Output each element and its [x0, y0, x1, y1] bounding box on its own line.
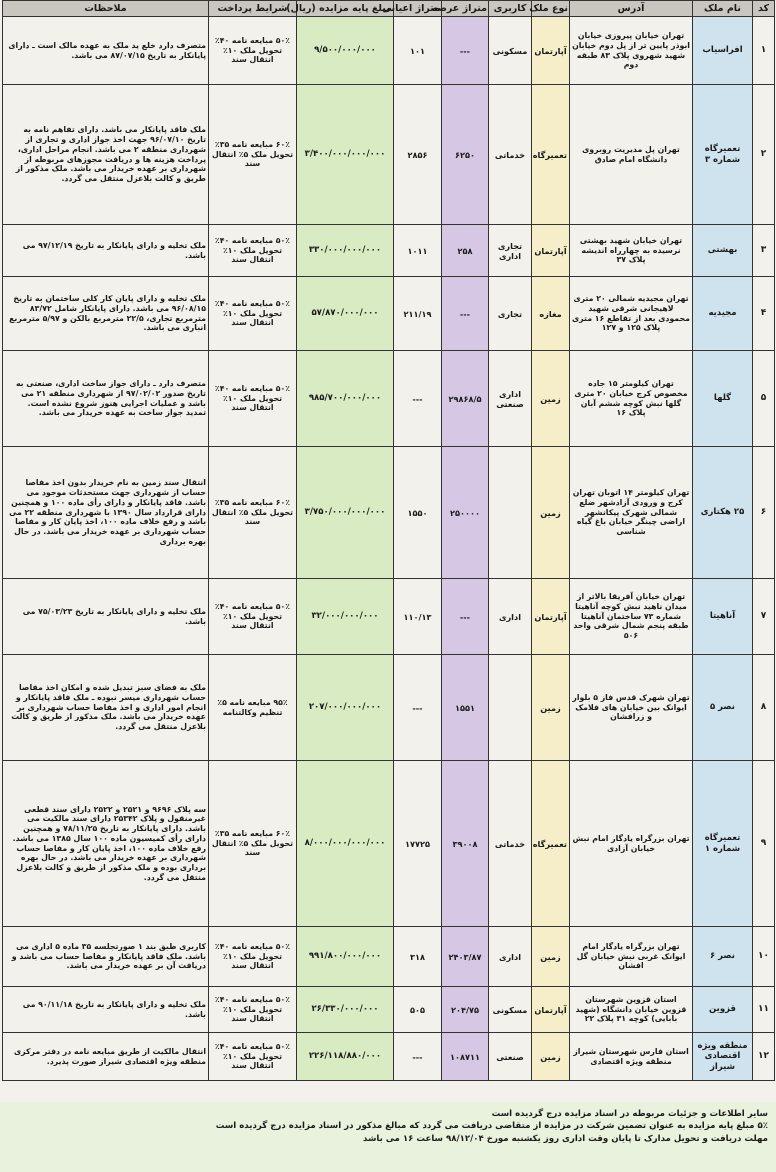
cell-owner: نصر ۵ [693, 655, 753, 761]
cell-land-area: ۲۹۸۶۸/۵ [442, 351, 489, 447]
cell-address: استان فارس شهرستان شیراز منطقه ویژه اقتصادی [570, 1033, 693, 1081]
header-notes: ملاحظات [3, 1, 209, 17]
table-row [3, 351, 775, 447]
cell-code: ۱ [753, 17, 775, 85]
table-row [3, 277, 775, 351]
cell-building-area: ۳۱۸ [394, 927, 442, 987]
cell-notes: انتقال مالکیت از طریق مبایعه نامه در دفتر مرکزی منطقه ویژه اقتصادی شیراز صورت پذیرد. [3, 1033, 209, 1081]
cell-base-price: ۵۷/۸۷۰/۰۰۰/۰۰۰ [297, 277, 394, 351]
cell-owner: تعمیرگاه شماره ۱ [693, 761, 753, 927]
cell-owner: ۲۵ هکتاری [693, 447, 753, 579]
cell-property-type: زمین [532, 447, 570, 579]
cell-building-area: ۱۵۵۰ [394, 447, 442, 579]
cell-usage: اداری صنعتی [489, 351, 532, 447]
footer-line-3: مهلت دریافت و تحویل مدارک تا پایان وقت اداری روز یکشنبه مورخ ۹۸/۱۲/۰۴ ساعت ۱۶ می باشد [363, 1133, 768, 1144]
cell-address: تهران خیابان پیروزی خیابان ابوذر پایین تر از پل دوم خیابان شهید شهروی پلاک ۸۳ طبقه دوم [570, 17, 693, 85]
cell-building-area: --- [394, 655, 442, 761]
cell-base-price: ۲۲۶/۱۱۸/۸۸۰/۰۰۰ [297, 1033, 394, 1081]
cell-base-price: ۳۲/۰۰۰/۰۰۰/۰۰۰ [297, 579, 394, 655]
cell-base-price: ۸/۰۰۰/۰۰۰/۰۰۰/۰۰۰ [297, 761, 394, 927]
cell-owner: آناهیتا [693, 579, 753, 655]
cell-land-area: --- [442, 277, 489, 351]
cell-base-price: ۲۰۷/۰۰۰/۰۰۰/۰۰۰ [297, 655, 394, 761]
header-address: آدرس [570, 1, 693, 17]
cell-base-price: ۹۹۱/۸۰۰/۰۰۰/۰۰۰ [297, 927, 394, 987]
cell-code: ۱۱ [753, 987, 775, 1033]
footer-line-1: سایر اطلاعات و جزئیات مربوطه در اسناد مزایده درج گردیده است [491, 1109, 768, 1119]
auction-properties-table [2, 0, 775, 1081]
cell-code: ۹ [753, 761, 775, 927]
cell-payment-terms: ۵۰٪ مبایعه نامه ۴۰٪ تحویل ملک ۱۰٪ انتقال سند [209, 987, 297, 1033]
cell-usage: خدماتی [489, 761, 532, 927]
table-row [3, 579, 775, 655]
cell-owner: منطقه ویژه اقتصادی شیراز [693, 1033, 753, 1081]
cell-building-area: ۱۷۷۲۵ [394, 761, 442, 927]
cell-land-area: ۱۵۵۱ [442, 655, 489, 761]
footer-notes [0, 1102, 776, 1172]
cell-payment-terms: ۵۰٪ مبایعه نامه ۴۰٪ تحویل ملک ۱۰٪ انتقال سند [209, 17, 297, 85]
cell-property-type: زمین [532, 351, 570, 447]
cell-property-type: آپارتمان [532, 225, 570, 277]
cell-address: تهران بزرگراه یادگار امام ایوانک غربی نبش خیابان گل افشان [570, 927, 693, 987]
cell-notes: سه پلاک ۹۶۹۶ و ۲۵۲۱ و ۲۵۲۲ دارای سند قطعی غیرمنقول و پلاک ۲۵۳۴۲ دارای سند مالکیت می باشد. دارای پایانکار به تاریخ ۷۸/۱۱/۲۵ و همچنین دارای رأی کمیسیون ماده ۱۰۰ سال ۱۳۸۵ می باشد. رفع خلاف ماده ۱۰۰، اخذ پایان کار و مفاصا حساب شهرداری بر عهده خریدار می باشد. در حال بهره برداری بوده و ملک مذکور از طریق و کالت بلاعزل منتقل می گردد. [3, 761, 209, 927]
cell-address: تهران خیابان آفریقا بالاتر از میدان ناهید نبش کوچه آناهیتا شماره ۷۳ ساختمان آناهیتا طبقه پنجم شمال شرقی واحد ۵۰۶ [570, 579, 693, 655]
cell-property-type: آپارتمان [532, 17, 570, 85]
table-row [3, 85, 775, 225]
cell-land-area: ۱۰۸۷۱۱ [442, 1033, 489, 1081]
cell-land-area: ۲۴۰۳/۸۷ [442, 927, 489, 987]
header-owner: نام ملک [693, 1, 753, 17]
cell-notes: کاربری طبق بند ۱ صورتجلسه ۳۵ ماده ۵ اداری می باشد. ملک فاقد پایانکار و مفاصا حساب می باشد و دریافت آن بر عهده خریدار می باشد. [3, 927, 209, 987]
cell-notes: ملک تخلیه و دارای پایانکار به تاریخ ۹۰/۱۱/۱۸ می باشد. [3, 987, 209, 1033]
table-row [3, 17, 775, 85]
cell-property-type: زمین [532, 655, 570, 761]
cell-usage: تجاری [489, 277, 532, 351]
cell-payment-terms: ۵۰٪ مبایعه نامه ۴۰٪ تحویل ملک ۱۰٪ انتقال سند [209, 1033, 297, 1081]
cell-payment-terms: ۵۰٪ مبایعه نامه ۴۰٪ تحویل ملک ۱۰٪ انتقال سند [209, 277, 297, 351]
header-code: کد [753, 1, 775, 17]
cell-address: تهران کیلومتر ۱۵ جاده مخصوص کرج خیابان ۲۰ متری گلها نبش کوچه ششم آبان پلاک ۱۶ [570, 351, 693, 447]
cell-base-price: ۳۳۰/۰۰۰/۰۰۰/۰۰۰ [297, 225, 394, 277]
cell-land-area: --- [442, 17, 489, 85]
cell-owner: مجیدیه [693, 277, 753, 351]
cell-property-type: تعمیرگاه [532, 85, 570, 225]
cell-building-area: ۲۸۵۶ [394, 85, 442, 225]
header-usage: کاربری [489, 1, 532, 17]
cell-land-area: ۳۹۰۰۸ [442, 761, 489, 927]
table-row [3, 761, 775, 927]
cell-owner: بهشتی [693, 225, 753, 277]
cell-code: ۶ [753, 447, 775, 579]
cell-building-area: ۱۱۰/۱۳ [394, 579, 442, 655]
cell-usage: خدماتی [489, 85, 532, 225]
cell-land-area: ۶۲۵۰ [442, 85, 489, 225]
cell-notes: ملک به فضای سبز تبدیل شده و امکان اخذ مفاصا حساب شهرداری میسر نبوده ـ ملک فاقد پایانکار و انجام امور اداری و اخذ مفاصا حساب شهرداری بر عهده خریدار می باشد. ملک مذکور از طریق و کالت بلاعزل منتقل می گردد. [3, 655, 209, 761]
cell-code: ۱۰ [753, 927, 775, 987]
cell-address: تهران کیلومتر ۱۴ اتوبان تهران کرج و ورودی آزادشهر ضلع شمالی شهرک پیکانشهر اراضی چینگر خیابان باغ گیاه شناسی [570, 447, 693, 579]
cell-address: تهران بزرگراه یادگار امام نبش خیابان آزادی [570, 761, 693, 927]
cell-land-area: ۲۰۴/۷۵ [442, 987, 489, 1033]
cell-usage: مسکونی [489, 987, 532, 1033]
cell-code: ۷ [753, 579, 775, 655]
table-row [3, 447, 775, 579]
header-base-price: مبلغ پایه مزایده (ریال) [297, 1, 394, 17]
cell-payment-terms: ۵۰٪ مبایعه نامه ۴۰٪ تحویل ملک ۱۰٪ انتقال سند [209, 225, 297, 277]
cell-usage: اداری [489, 579, 532, 655]
cell-usage: اداری [489, 927, 532, 987]
cell-address: تهران پل مدیریت روبروی دانشگاه امام صادق [570, 85, 693, 225]
cell-property-type: زمین [532, 927, 570, 987]
cell-address: تهران شهرک قدس فاز ۵ بلوار ایوانک بین خیابان های فلامک و زرافشان [570, 655, 693, 761]
cell-land-area: ۲۵۸ [442, 225, 489, 277]
cell-land-area: --- [442, 579, 489, 655]
cell-payment-terms: ۹۵٪ مبایعه نامه ۵٪ تنظیم وکالتنامه [209, 655, 297, 761]
cell-usage [489, 655, 532, 761]
cell-property-type: آپارتمان [532, 579, 570, 655]
cell-code: ۳ [753, 225, 775, 277]
cell-payment-terms: ۵۰٪ مبایعه نامه ۴۰٪ تحویل ملک ۱۰٪ انتقال سند [209, 351, 297, 447]
cell-payment-terms: ۵۰٪ مبایعه نامه ۴۰٪ تحویل ملک ۱۰٪ انتقال سند [209, 927, 297, 987]
cell-notes: ملک تخلیه و دارای پایان کار کلی ساختمان به تاریخ ۹۶/۰۸/۱۵ می باشد. دارای پایانکار شامل ۸۳/۷۲ مترمربع تجاری، ۲۲/۵ مترمربع بالکن و ۵/۹۷ مترمربع انباری می باشد. [3, 277, 209, 351]
cell-land-area: ۲۵۰۰۰۰ [442, 447, 489, 579]
cell-owner: افراسیاب [693, 17, 753, 85]
cell-base-price: ۲۶/۳۳۰/۰۰۰/۰۰۰ [297, 987, 394, 1033]
cell-property-type: زمین [532, 1033, 570, 1081]
cell-owner: نصر ۶ [693, 927, 753, 987]
cell-property-type: آپارتمان [532, 987, 570, 1033]
header-property-type: نوع ملک [532, 1, 570, 17]
cell-property-type: تعمیرگاه [532, 761, 570, 927]
cell-building-area: ۱۰۱۱ [394, 225, 442, 277]
cell-address: تهران مجیدیه شمالی ۲۰ متری لاهیجانی شرقی شهید محمودی بعد از تقاطع ۱۶ متری پلاک ۱۲۵ و ۱۲۷ [570, 277, 693, 351]
cell-address: تهران خیابان شهید بهشتی نرسیده به چهارراه اندیشه پلاک ۳۷ [570, 225, 693, 277]
cell-base-price: ۹۸۵/۷۰۰/۰۰۰/۰۰۰ [297, 351, 394, 447]
cell-code: ۱۲ [753, 1033, 775, 1081]
cell-code: ۵ [753, 351, 775, 447]
cell-notes: ملک تخلیه و دارای پایانکار به تاریخ ۷۵/۰۳/۲۳ می باشد. [3, 579, 209, 655]
cell-base-price: ۳/۴۰۰/۰۰۰/۰۰۰/۰۰۰ [297, 85, 394, 225]
cell-usage: صنعتی [489, 1033, 532, 1081]
table-row [3, 1033, 775, 1081]
table-row [3, 927, 775, 987]
cell-usage [489, 447, 532, 579]
table-row [3, 987, 775, 1033]
cell-notes: انتقال سند زمین به نام خریدار بدون اخذ مفاصا حساب از شهرداری جهت مستحدثات موجود می باشد. فاقد پایانکار و دارای رأی ماده ۱۰۰ و همچنین دارای قرارداد سال ۱۳۹۰ با شهرداری منطقه ۲۲ می باشد و رفع خلاف ماده ۱۰۰، اخذ پایان کار و مفاصا حساب شهرداری بر عهده خریدار می باشد. در حال بهره برداری [3, 447, 209, 579]
cell-notes: متصرف دارد ـ دارای جواز ساخت اداری، صنعتی به تاریخ صدور ۹۷/۰۲/۰۲ از شهرداری منطقه ۲۱ می باشد و عملیات اجرایی هنوز شروع نشده است. تمدید جواز ساخت به عهده خریدار می باشد. [3, 351, 209, 447]
cell-code: ۴ [753, 277, 775, 351]
cell-notes: ملک تخلیه و دارای پایانکار به تاریخ ۹۷/۱۲/۱۹ می باشد. [3, 225, 209, 277]
cell-base-price: ۳/۷۵۰/۰۰۰/۰۰۰/۰۰۰ [297, 447, 394, 579]
cell-notes: ملک فاقد پایانکار می باشد. دارای تفاهم نامه به تاریخ ۹۶/۰۷/۱۰ جهت اخذ جواز اداری و تجاری از شهرداری منطقه ۲ می باشد. انجام مراحل اداری، پرداخت هزینه ها و دریافت مجوزهای مربوطه از شهرداری بر عهده خریدار می باشد. ملک مذکور از طریق و کالت بلاعزل منتقل می گردد. [3, 85, 209, 225]
cell-notes: متصرف دارد خلع ید ملک به عهده مالک است ـ دارای پایانکار به تاریخ ۸۷/۰۷/۱۵ می باشد. [3, 17, 209, 85]
header-building-area: متراژ اعیانی [394, 1, 442, 17]
footer-line-2: ۵٪ مبلغ پایه مزایده به عنوان تضمین شرکت در مزایده از متقاضی دریافت می گردد که مبالغ مذکور در اسناد مزایده درج گردیده است [215, 1121, 768, 1132]
cell-address: استان قزوین شهرستان قزوین خیابان دانشگاه (شهید بابایی) کوچه ۳۱ پلاک ۲۲ [570, 987, 693, 1033]
cell-building-area: ۱۰۱ [394, 17, 442, 85]
cell-payment-terms: ۶۰٪ مبایعه نامه ۳۵٪ تحویل ملک ۵٪ انتقال سند [209, 447, 297, 579]
cell-code: ۲ [753, 85, 775, 225]
cell-property-type: مغازه [532, 277, 570, 351]
cell-payment-terms: ۵۰٪ مبایعه نامه ۴۰٪ تحویل ملک ۱۰٪ انتقال سند [209, 579, 297, 655]
table-header-row [3, 1, 775, 17]
cell-usage: مسکونی [489, 17, 532, 85]
cell-building-area: ۵۰۵ [394, 987, 442, 1033]
cell-building-area: --- [394, 1033, 442, 1081]
header-payment-terms: شرایط پرداخت [209, 1, 297, 17]
cell-owner: قزوین [693, 987, 753, 1033]
header-land-area: متراژ عرصه [442, 1, 489, 17]
cell-building-area: --- [394, 351, 442, 447]
table-row [3, 225, 775, 277]
cell-payment-terms: ۶۰٪ مبایعه نامه ۳۵٪ تحویل ملک ۵٪ انتقال سند [209, 85, 297, 225]
cell-building-area: ۲۱۱/۱۹ [394, 277, 442, 351]
cell-owner: تعمیرگاه شماره ۳ [693, 85, 753, 225]
cell-code: ۸ [753, 655, 775, 761]
cell-owner: گلها [693, 351, 753, 447]
table-row [3, 655, 775, 761]
cell-usage: تجاری اداری [489, 225, 532, 277]
cell-base-price: ۹/۵۰۰/۰۰۰/۰۰۰ [297, 17, 394, 85]
cell-payment-terms: ۶۰٪ مبایعه نامه ۳۵٪ تحویل ملک ۵٪ انتقال سند [209, 761, 297, 927]
